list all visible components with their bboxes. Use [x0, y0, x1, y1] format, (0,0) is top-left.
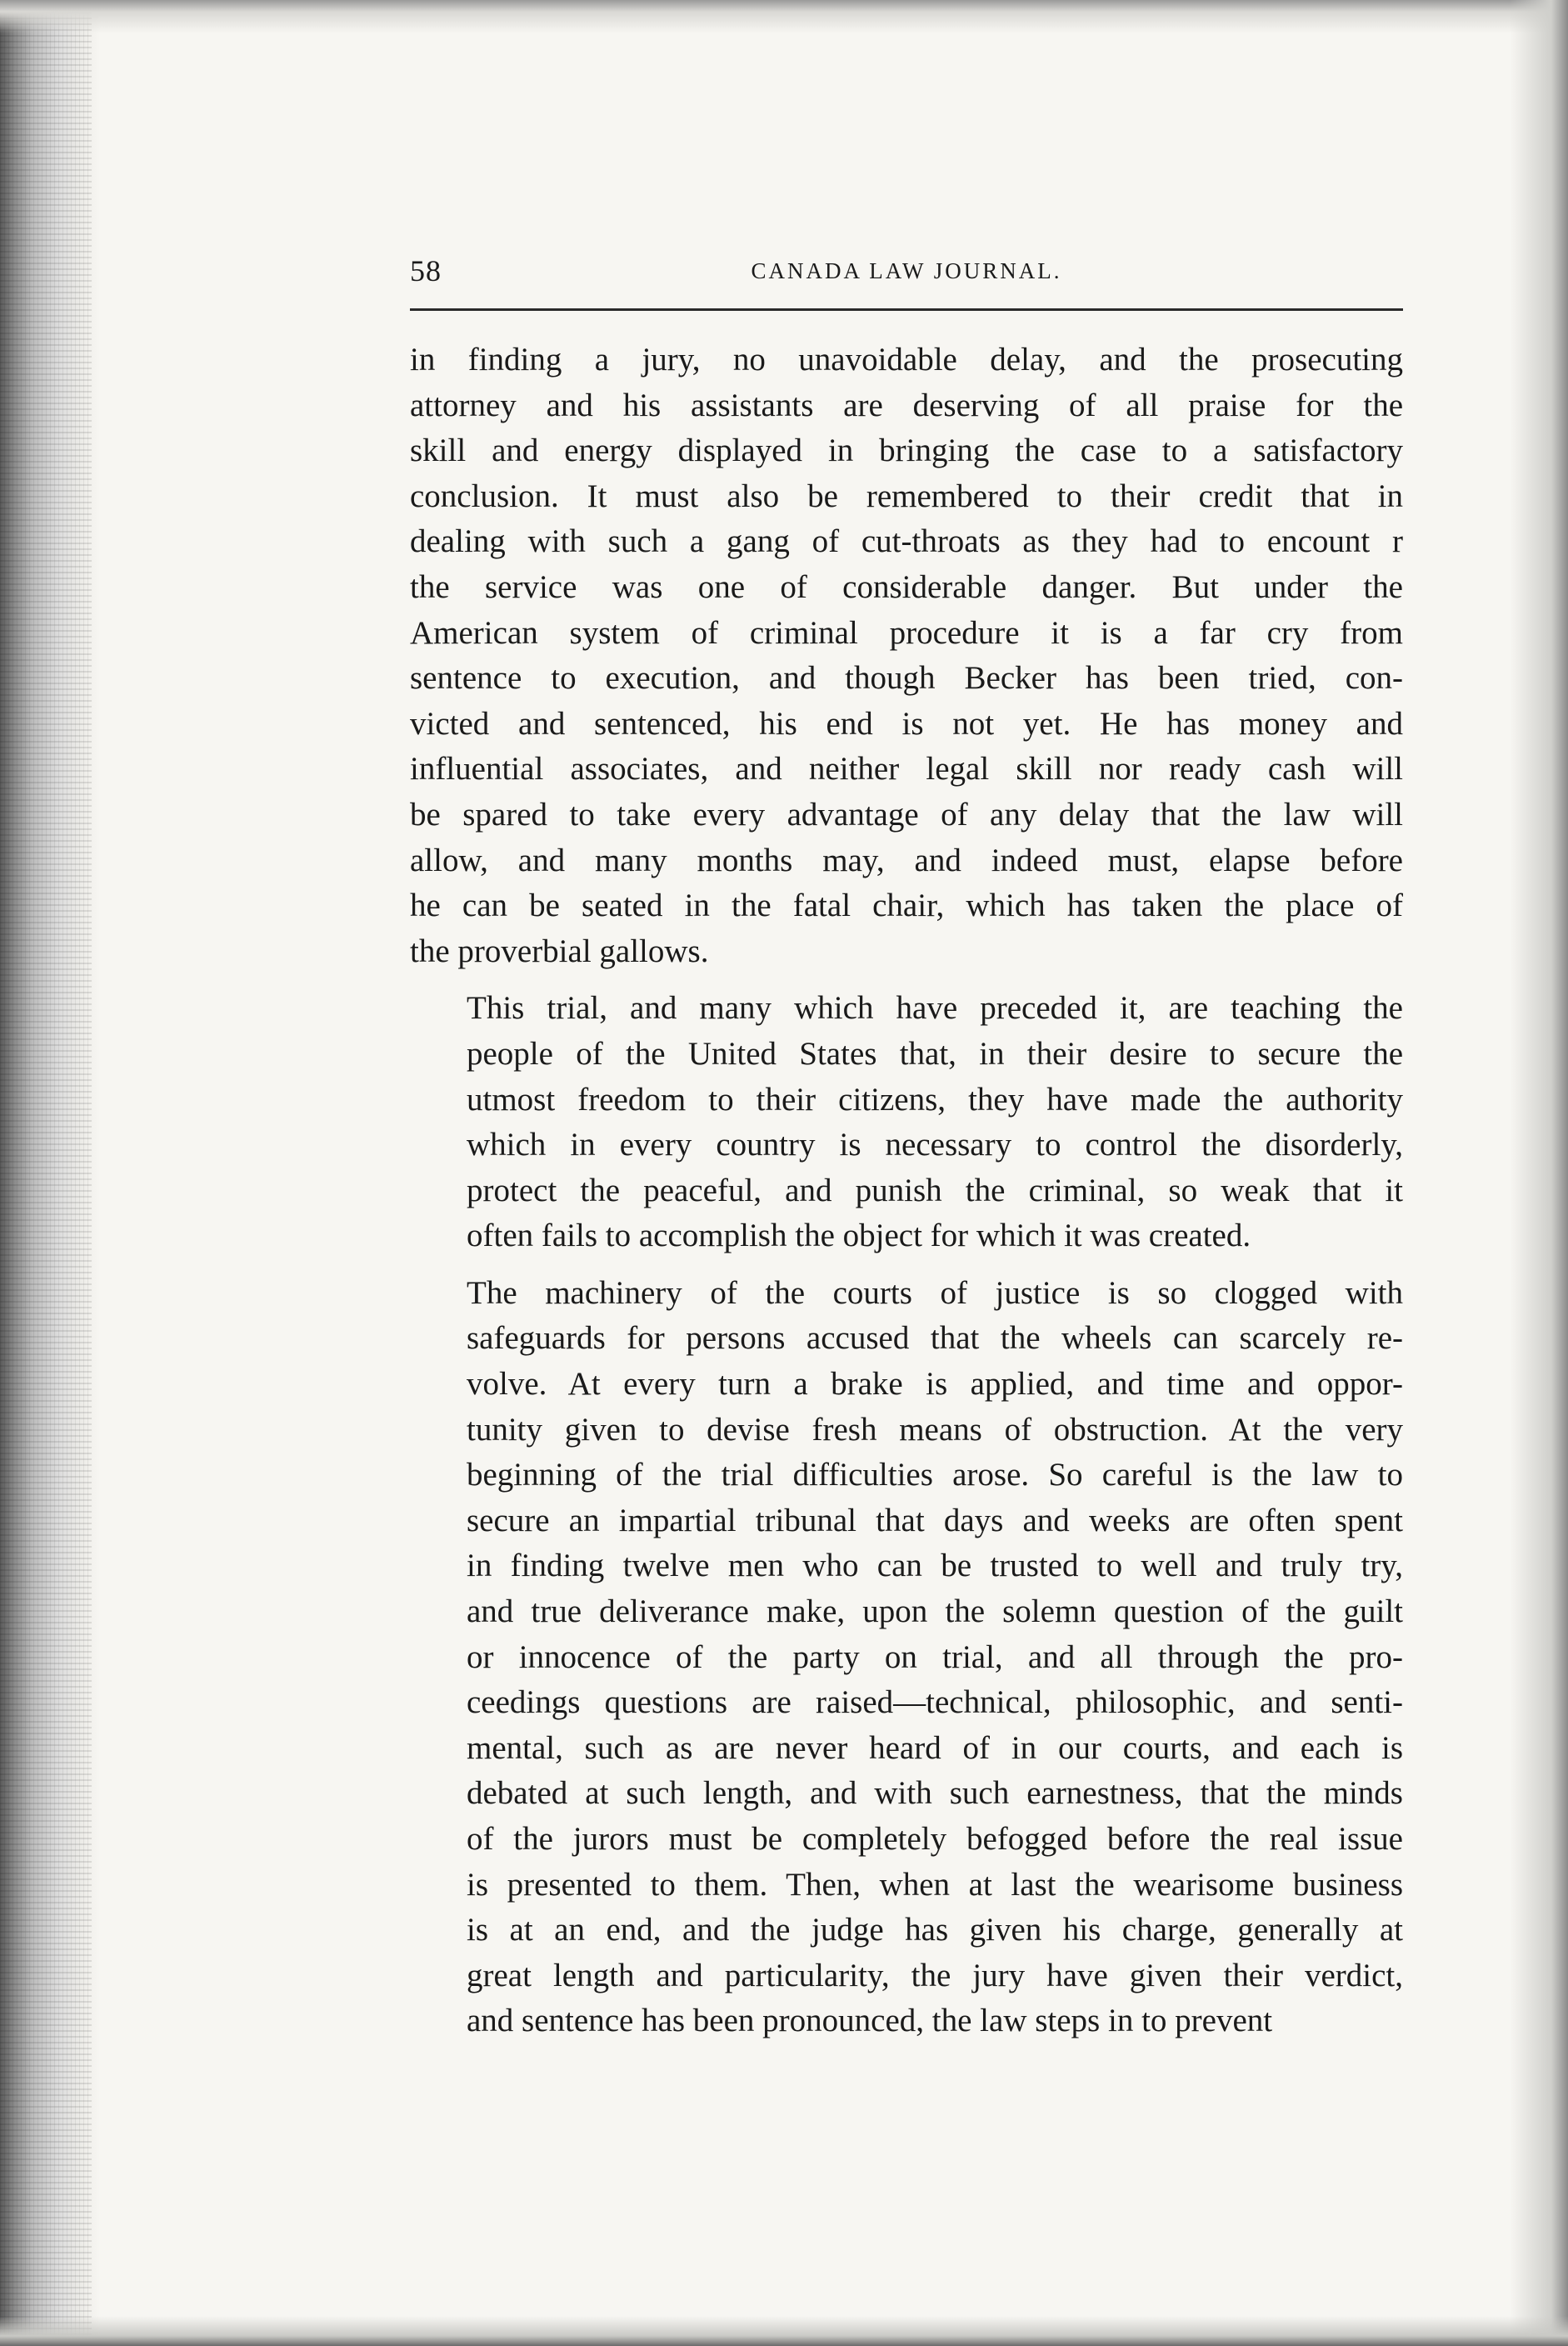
- text-line: in finding twelve men who can be trusted to well and truly try,: [467, 1548, 1403, 1584]
- paragraph: [410, 338, 1403, 974]
- binding-scan-noise: [0, 0, 92, 2346]
- text-line: ceedings questions are raised—technical, philosophic, and senti-: [467, 1684, 1403, 1721]
- text-line: volve. At every turn a brake is applied, and time and oppor-: [467, 1366, 1403, 1403]
- text-line: in finding a jury, no unavoidable delay, and the prosecuting: [410, 342, 1403, 378]
- text-line: utmost freedom to their citizens, they have made the authority: [467, 1081, 1403, 1118]
- text-line: or innocence of the party on trial, and all through the pro-: [467, 1638, 1403, 1675]
- text-line: is presented to them. Then, when at last the wearisome business: [467, 1866, 1403, 1903]
- top-page-edge: [0, 0, 1568, 33]
- text-line: is at an end, and the judge has given his charge, generally at: [467, 1912, 1403, 1948]
- running-head: [410, 248, 1403, 298]
- text-line: influential associates, and neither legal skill nor ready cash will: [410, 751, 1403, 788]
- text-line: be spared to take every advantage of any delay that the law will: [410, 796, 1403, 833]
- text-line: of the jurors must be completely befogged before the real issue: [467, 1821, 1403, 1857]
- text-line: dealing with such a gang of cut-throats as they had to encount r: [410, 523, 1403, 560]
- text-line: The machinery of the courts of justice is so clogged with: [467, 1274, 1403, 1311]
- text-line: debated at such length, and with such earnestness, that the minds: [467, 1775, 1403, 1812]
- header-rule: [410, 308, 1403, 311]
- article-body: [410, 338, 1403, 2044]
- text-line: secure an impartial tribunal that days and weeks are often spent: [467, 1502, 1403, 1538]
- text-line: tunity given to devise fresh means of obstruction. At the very: [467, 1411, 1403, 1448]
- page-number: 58: [410, 254, 442, 288]
- paragraph: [410, 1271, 1403, 2044]
- text-line: mental, such as are never heard of in our courts, and each is: [467, 1729, 1403, 1766]
- text-line: allow, and many months may, and indeed must, elapse before: [410, 842, 1403, 878]
- journal-title: CANADA LAW JOURNAL.: [751, 258, 1062, 283]
- text-line: the service was one of considerable danger. But under the: [410, 568, 1403, 605]
- text-line: skill and energy displayed in bringing the case to a satisfactory: [410, 433, 1403, 469]
- text-line: protect the peaceful, and punish the criminal, so weak that it: [467, 1172, 1403, 1208]
- text-line: he can be seated in the fatal chair, which has taken the place of: [410, 888, 1403, 924]
- text-line: people of the United States that, in their desire to secure the: [467, 1035, 1403, 1072]
- text-line: This trial, and many which have preceded it, are teaching the: [467, 990, 1403, 1027]
- text-line: the proverbial gallows.: [410, 933, 709, 969]
- paragraph: [410, 986, 1403, 1259]
- text-line: American system of criminal procedure it is a far cry from: [410, 614, 1403, 651]
- bottom-page-edge: [0, 2316, 1568, 2346]
- text-line: often fails to accomplish the object for which it was created.: [467, 1218, 1251, 1254]
- text-line: which in every country is necessary to control the disorderly,: [467, 1127, 1403, 1163]
- text-line: sentence to execution, and though Becker has been tried, con-: [410, 660, 1403, 697]
- text-line: safeguards for persons accused that the wheels can scarcely re-: [467, 1320, 1403, 1357]
- text-line: victed and sentenced, his end is not yet. He has money and: [410, 705, 1403, 742]
- text-line: conclusion. It must also be remembered to their credit that in: [410, 478, 1403, 514]
- text-line: great length and particularity, the jury have given their verdict,: [467, 1957, 1403, 1993]
- text-line: and true deliverance make, upon the solemn question of the guilt: [467, 1593, 1403, 1630]
- text-line: attorney and his assistants are deserving of all praise for the: [410, 387, 1403, 423]
- text-line: and sentence has been pronounced, the law steps in to prevent: [467, 2003, 1273, 2039]
- text-line: beginning of the trial difficulties arose. So careful is the law to: [467, 1457, 1403, 1493]
- right-page-edge: [1510, 0, 1568, 2346]
